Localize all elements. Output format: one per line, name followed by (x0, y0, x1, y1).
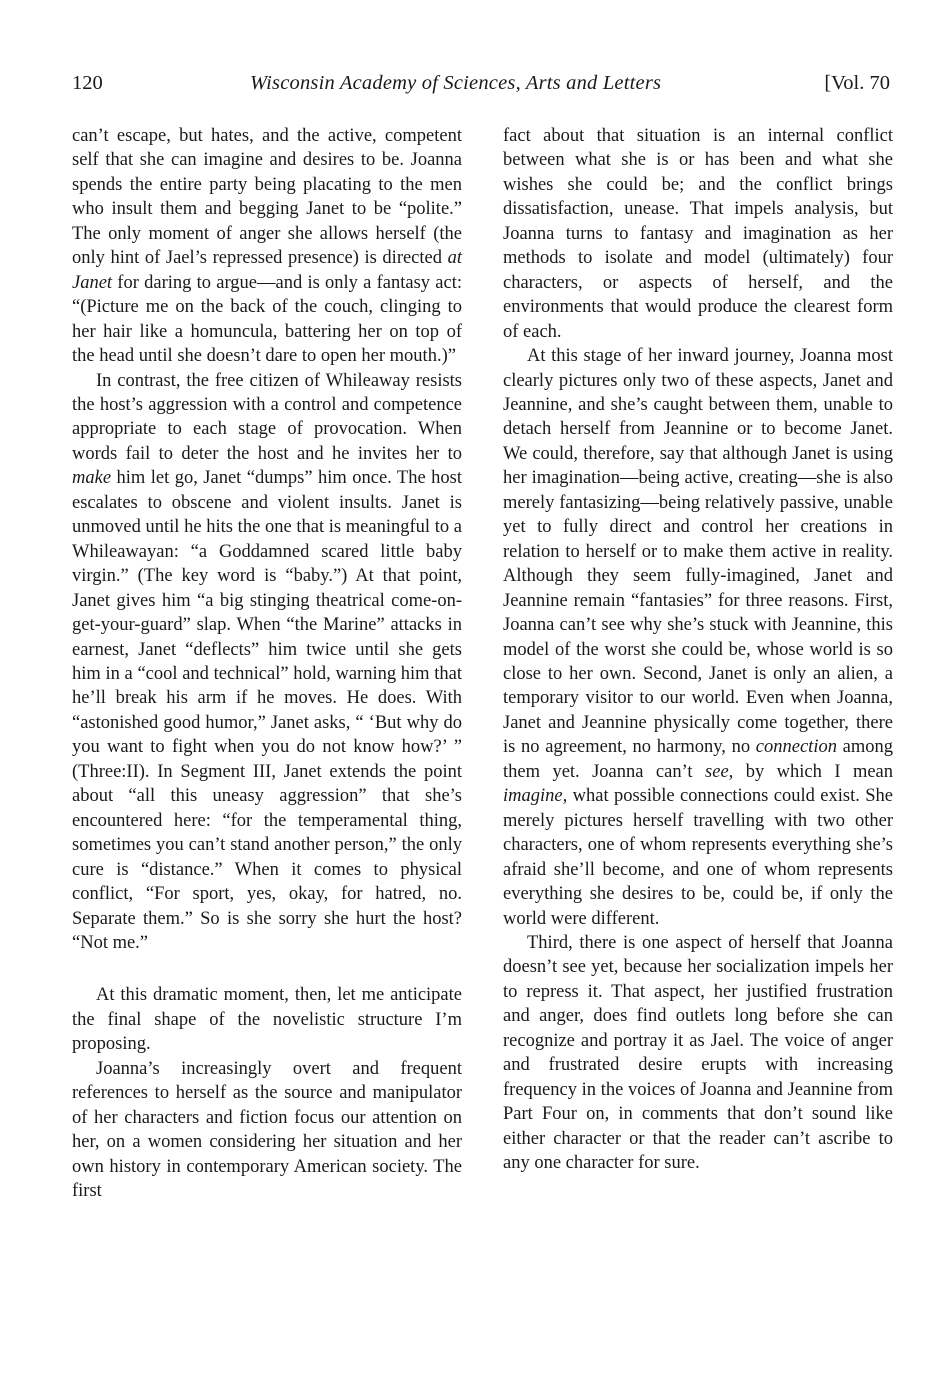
paragraph: Joanna’s increasingly overt and frequent references to herself as the source and manipulator of her characters and fiction focus our attention on her, on a women considering her situation and her own history in contemporary American society. The first (72, 1058, 462, 1202)
running-header (72, 72, 890, 102)
running-title: Wisconsin Academy of Sciences, Arts and Letters (250, 72, 662, 94)
emphasis: imagine, (503, 786, 568, 807)
paragraph: At this dramatic moment, then, let me anticipate the final shape of the novelistic structure I’m proposing. (72, 985, 462, 1055)
paragraph: Third, there is one aspect of herself that Joanna doesn’t see yet, because her socialization impels her to repress it. That aspect, her justified frustration and anger, does find outlets long before she can recognize and portray it as Jael. The voice of anger and frustrated desire erupts with increasing frequency in the voices of Joanna and Jeannine from Part Four on, in comments that don’t sound like either character or that the reader can’t ascribe to any one character for sure. (503, 932, 893, 1174)
paragraph: At this stage of her inward journey, Joanna most clearly pictures only two of these aspects, Janet and Jeannine, and she’s caught between them, unable to detach herself from Jeannine or to become Janet. We could, therefore, say that although Janet is using her imagination—being active, creating—she is also merely fantasizing—being relatively passive, unable yet to fully direct and control her creations in relation to herself or to make them active in reality. Although they seem fully-imagined, Janet and Jeannine remain “fantasies” for three reasons. First, Joanna can’t see why she’s stuck with Jeannine, this model of the worst she could be, whose world is so close to her own. Second, Janet is only an alien, a temporary visitor to our world. Even when Joanna, Janet and Jeannine physically come together, there is no agreement, no harmony, no connection among them yet. Joanna can’t see, by which I mean imagine, what possible connections could exist. She merely pictures herself travelling with two other characters, one of whom represents everything she’s afraid she’ll become, and one of whom represents everything she desires to be, could be, if only the world were different. (503, 346, 894, 929)
left-column (72, 124, 462, 1203)
page-number: 120 (72, 72, 103, 94)
emphasis: see, (705, 761, 734, 782)
paragraph: In contrast, the free citizen of Whileaway resists the host’s aggression with a control and competence appropriate to each stage of provocation. When words fail to deter the host and he invites her to make him let go, Janet “dumps” him once. The host escalates to obscene and violent insults. Janet is unmoved until he hits the one that is meaningful to a Whileawayan: “a Goddamned scared little baby virgin.” (The key word is “baby.”) At that point, Janet gives him “a big stinging theatrical come-on-get-your-guard” slap. When “the Marine” attacks in earnest, Janet “deflects” him twice until she gets him in a “cool and technical” hold, warning him that he’ll break his arm if he moves. He does. With “astonished good humor,” Janet asks, “ ‘But why do you want to fight when you do not know how?’ ” (Three:II). In Segment III, Janet extends the point about “all this uneasy aggression” that she’s encountered here: “for the temperamental thing, sometimes you can’t stand another person,” the only cure is “distance.” When it comes to physical conflict, “For sport, yes, okay, for hatred, no. Separate them.” So is she sorry she hurt the host? “Not me.” (72, 370, 462, 953)
right-column (503, 124, 893, 1175)
volume-label: [Vol. 70 (824, 72, 890, 94)
emphasis: at Janet (72, 248, 462, 293)
emphasis: make (72, 468, 112, 489)
paragraph: can’t escape, but hates, and the active, competent self that she can imagine and desires to be. Joanna spends the entire party being placating to the men who insult them and begging Janet to be “polite.” The only moment of anger she allows herself (the only hint of Jael’s repressed presence) is directed at Janet for daring to argue—and is only a fantasy act: “(Picture me on the back of the couch, clinging to her hair like a homuncula, battering her on top of the head until she doesn’t dare to open her mouth.)” (72, 126, 462, 367)
paragraph: fact about that situation is an internal conflict between what she is or has been and what she wishes she could be; and the conflict brings dissatisfaction, unease. That impels analysis, but Joanna turns to fantasy and imagination as her methods to isolate and model (ultimately) four characters, or aspects of herself, and the environments that would produce the clearest form of each. (503, 126, 893, 342)
emphasis: connection (755, 737, 837, 758)
